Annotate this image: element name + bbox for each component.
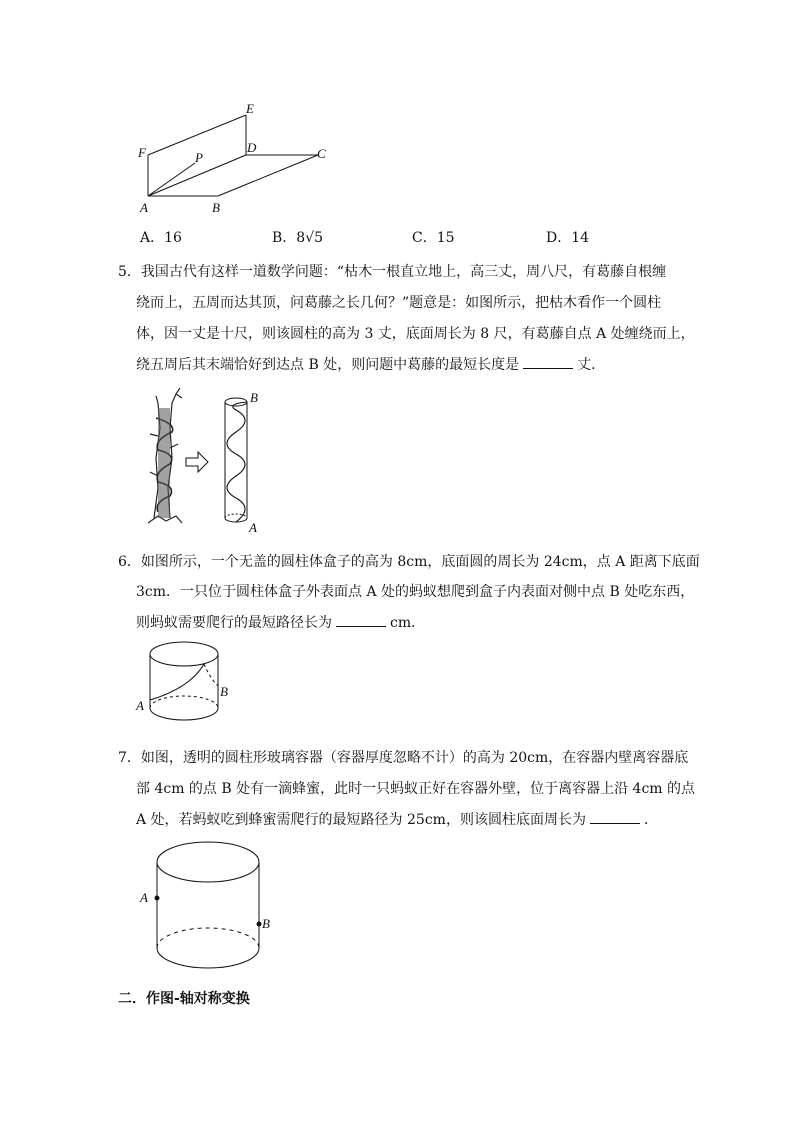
label-P: P [195,150,203,165]
point-a [155,896,160,901]
q5-line-1: 5．我国古代有这样一道数学问题：“枯木一根直立地上，高三丈，周八尺，有葛藤自根缠 [118,264,667,280]
label-B: B [212,200,220,215]
q4-option-b: B．8√5 [272,230,324,246]
label-C: C [317,146,326,161]
q6-answer-blank[interactable] [336,612,386,627]
q4-prism-figure [130,95,340,220]
label-D: D [247,140,257,155]
label-B: B [220,684,228,699]
point-b [257,922,262,927]
q7-cylinder-figure [132,838,282,978]
q5-line-3: 体，因一丈是十尺，则该圆柱的高为 3 丈，底面周长为 8 尺，有葛藤自点 A 处缠绕而上， [136,326,695,342]
q7-line-3: A 处，若蚂蚁吃到蜂蜜需爬行的最短路径为 25cm，则该圆柱底面周长为 ． [136,809,658,830]
label-A: A [249,520,257,535]
section-title: 二．作图-轴对称变换 [118,991,250,1007]
q5-line-2: 绕而上，五周而达其顶，问葛藤之长几何？”题意是：如图所示，把枯木看作一个圆柱 [136,295,662,311]
q5-line-4: 绕五周后其末端恰好到达点 B 处，则问题中葛藤的最短长度是 丈． [136,354,605,375]
label-A: A [140,200,148,215]
q4-option-d: D．14 [546,230,590,246]
q7-answer-blank[interactable] [590,809,640,824]
q6-line-2: 3cm．一只位于圆柱体盒子外表面点 A 处的蚂蚁想爬到盒子内表面对侧中点 B 处吃东西， [136,584,695,600]
arrow-icon [186,452,208,472]
q4-option-a: A．16 [140,230,182,246]
q7-line-1: 7．如图，透明的圆柱形玻璃容器（容器厚度忽略不计）的高为 20cm，在容器内壁离容器底 [118,750,689,766]
label-A: A [136,698,144,713]
q6-line-1: 6．如图所示，一个无盖的圆柱体盒子的高为 8cm，底面圆的周长为 24cm，点 A 距离下底面 [118,554,700,570]
q7-line-2: 部 4cm 的点 B 处有一滴蜂蜜，此时一只蚂蚁正好在容器外壁，位于离容器上沿 4cm 的点 [136,781,696,797]
q4-option-c: C．15 [412,230,455,246]
q5-answer-blank[interactable] [523,354,573,369]
q6-line-3: 则蚂蚁需要爬行的最短路径长为 cm． [136,612,425,633]
q5-tree-cylinder-figure [136,388,276,536]
label-E: E [246,101,254,116]
q5-number: 5． [118,264,141,280]
label-A: A [140,890,148,905]
q7-number: 7． [118,750,141,766]
label-F: F [138,145,146,160]
q6-number: 6． [118,554,141,570]
q6-box-figure [130,638,240,726]
label-B: B [250,390,258,405]
label-B: B [262,916,270,931]
